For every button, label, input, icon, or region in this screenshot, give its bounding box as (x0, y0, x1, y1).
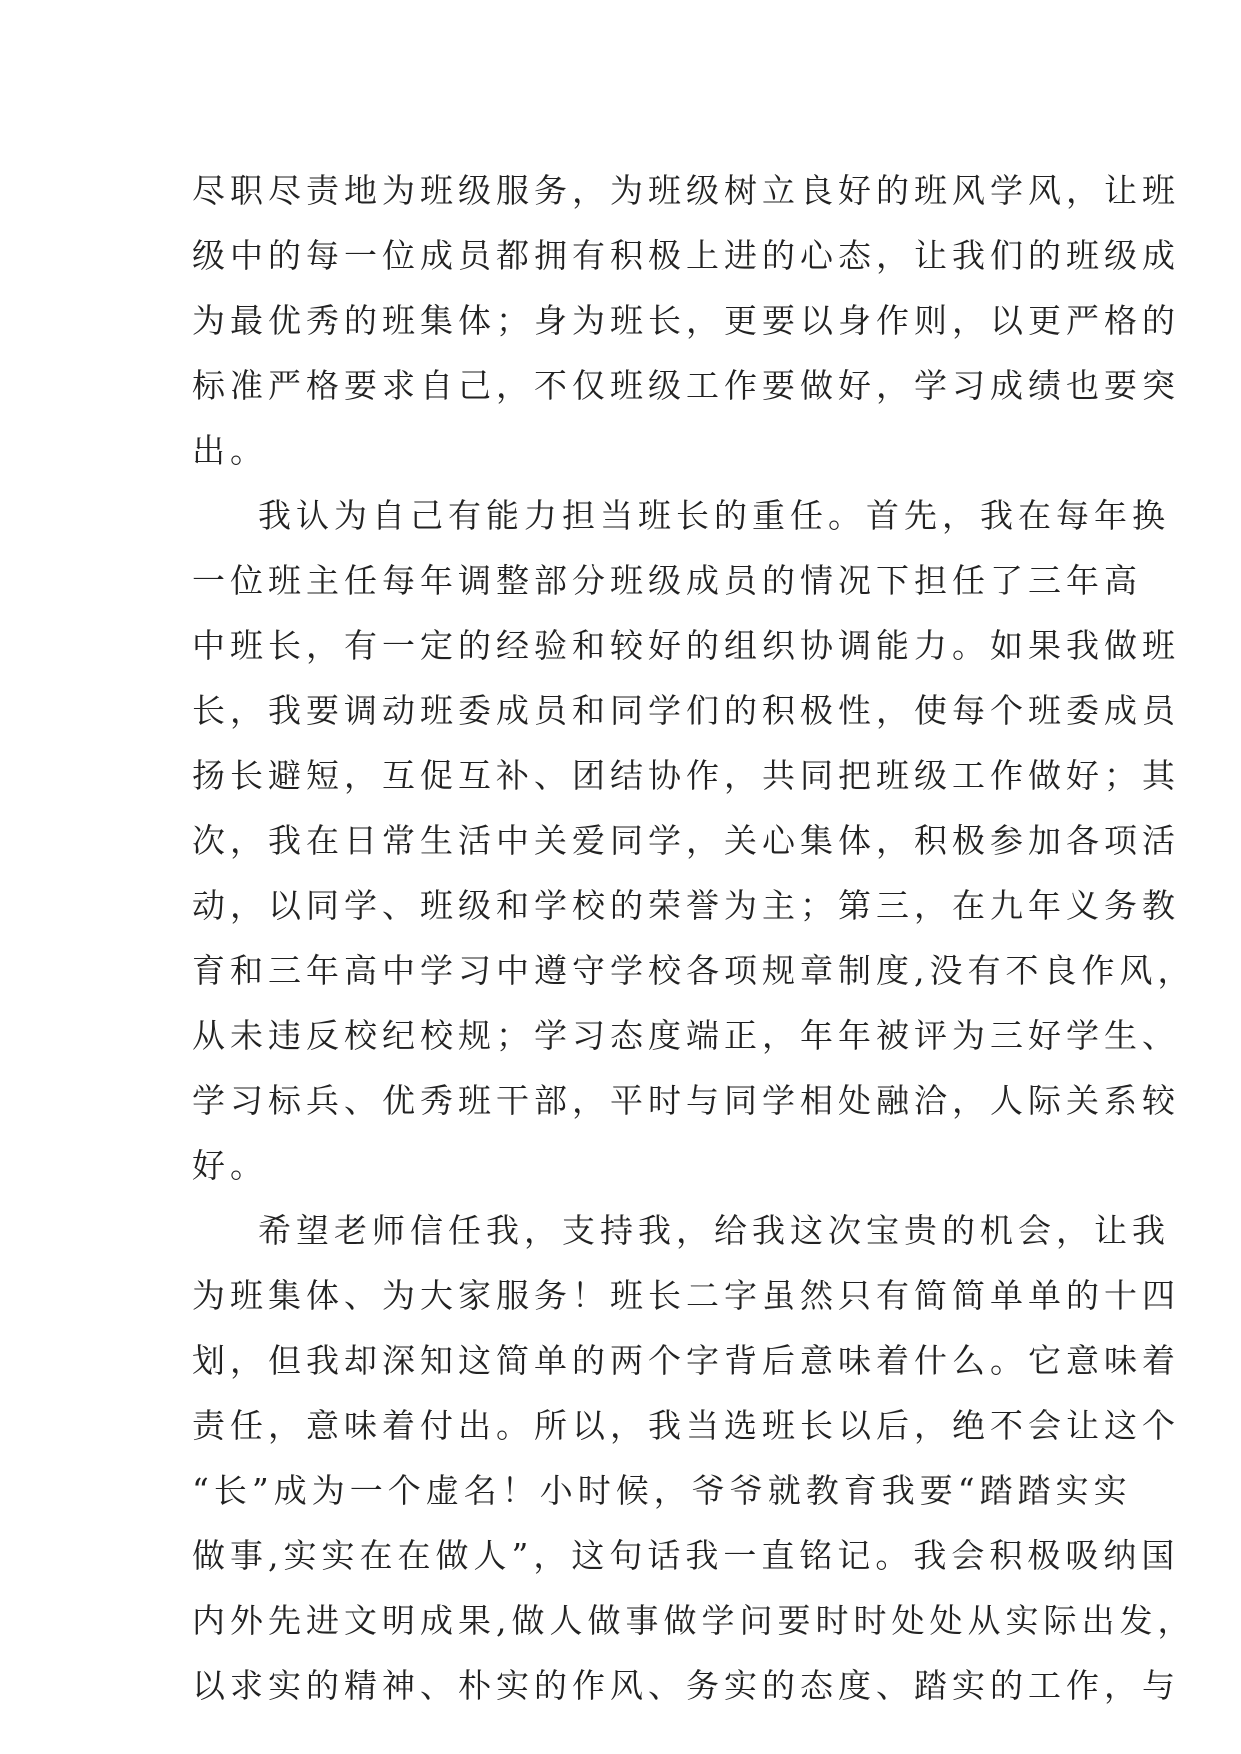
text-line: 从未违反校纪校规；学习态度端正，年年被评为三好学生、 (192, 1016, 1180, 1055)
paragraph-1 (192, 158, 1180, 483)
text-line: 好。 (192, 1146, 268, 1185)
text-line: 学习标兵、优秀班干部，平时与同学相处融洽，人际关系较 (192, 1081, 1180, 1120)
text-line: 育和三年高中学习中遵守学校各项规章制度,没有不良作风， (192, 951, 1196, 990)
text-line: 一位班主任每年调整部分班级成员的情况下担任了三年高 (192, 561, 1142, 600)
text-line: 出。 (192, 431, 268, 470)
paragraph-2 (192, 483, 1196, 1198)
text-line: 级中的每一位成员都拥有积极上进的心态，让我们的班级成 (192, 236, 1180, 275)
paragraph-3 (192, 1198, 1196, 1718)
text-line: 我认为自己有能力担当班长的重任。首先，我在每年换 (258, 496, 1170, 535)
text-line: 动，以同学、班级和学校的荣誉为主；第三，在九年义务教 (192, 886, 1180, 925)
text-line: 尽职尽责地为班级服务，为班级树立良好的班风学风，让班 (192, 171, 1180, 210)
text-line: 扬长避短，互促互补、团结协作，共同把班级工作做好；其 (192, 756, 1180, 795)
document-body (192, 158, 1196, 1718)
text-line: “长”成为一个虚名！小时候，爷爷就教育我要“踏踏实实 (192, 1471, 1132, 1510)
text-line: 做事,实实在在做人”，这句话我一直铭记。我会积极吸纳国 (192, 1536, 1180, 1575)
text-line: 标准严格要求自己，不仅班级工作要做好，学习成绩也要突 (192, 366, 1180, 405)
text-line: 内外先进文明成果,做人做事做学问要时时处处从实际出发， (192, 1601, 1196, 1640)
text-line: 以求实的精神、朴实的作风、务实的态度、踏实的工作，与 (192, 1666, 1180, 1705)
text-line: 划，但我却深知这简单的两个字背后意味着什么。它意味着 (192, 1341, 1180, 1380)
text-line: 长，我要调动班委成员和同学们的积极性，使每个班委成员 (192, 691, 1180, 730)
text-line: 中班长，有一定的经验和较好的组织协调能力。如果我做班 (192, 626, 1180, 665)
text-line: 责任，意味着付出。所以，我当选班长以后，绝不会让这个 (192, 1406, 1180, 1445)
text-line: 为班集体、为大家服务！班长二字虽然只有简简单单的十四 (192, 1276, 1180, 1315)
text-line: 为最优秀的班集体；身为班长，更要以身作则，以更严格的 (192, 301, 1180, 340)
text-line: 次，我在日常生活中关爱同学，关心集体，积极参加各项活 (192, 821, 1180, 860)
text-line: 希望老师信任我，支持我，给我这次宝贵的机会，让我 (258, 1211, 1170, 1250)
